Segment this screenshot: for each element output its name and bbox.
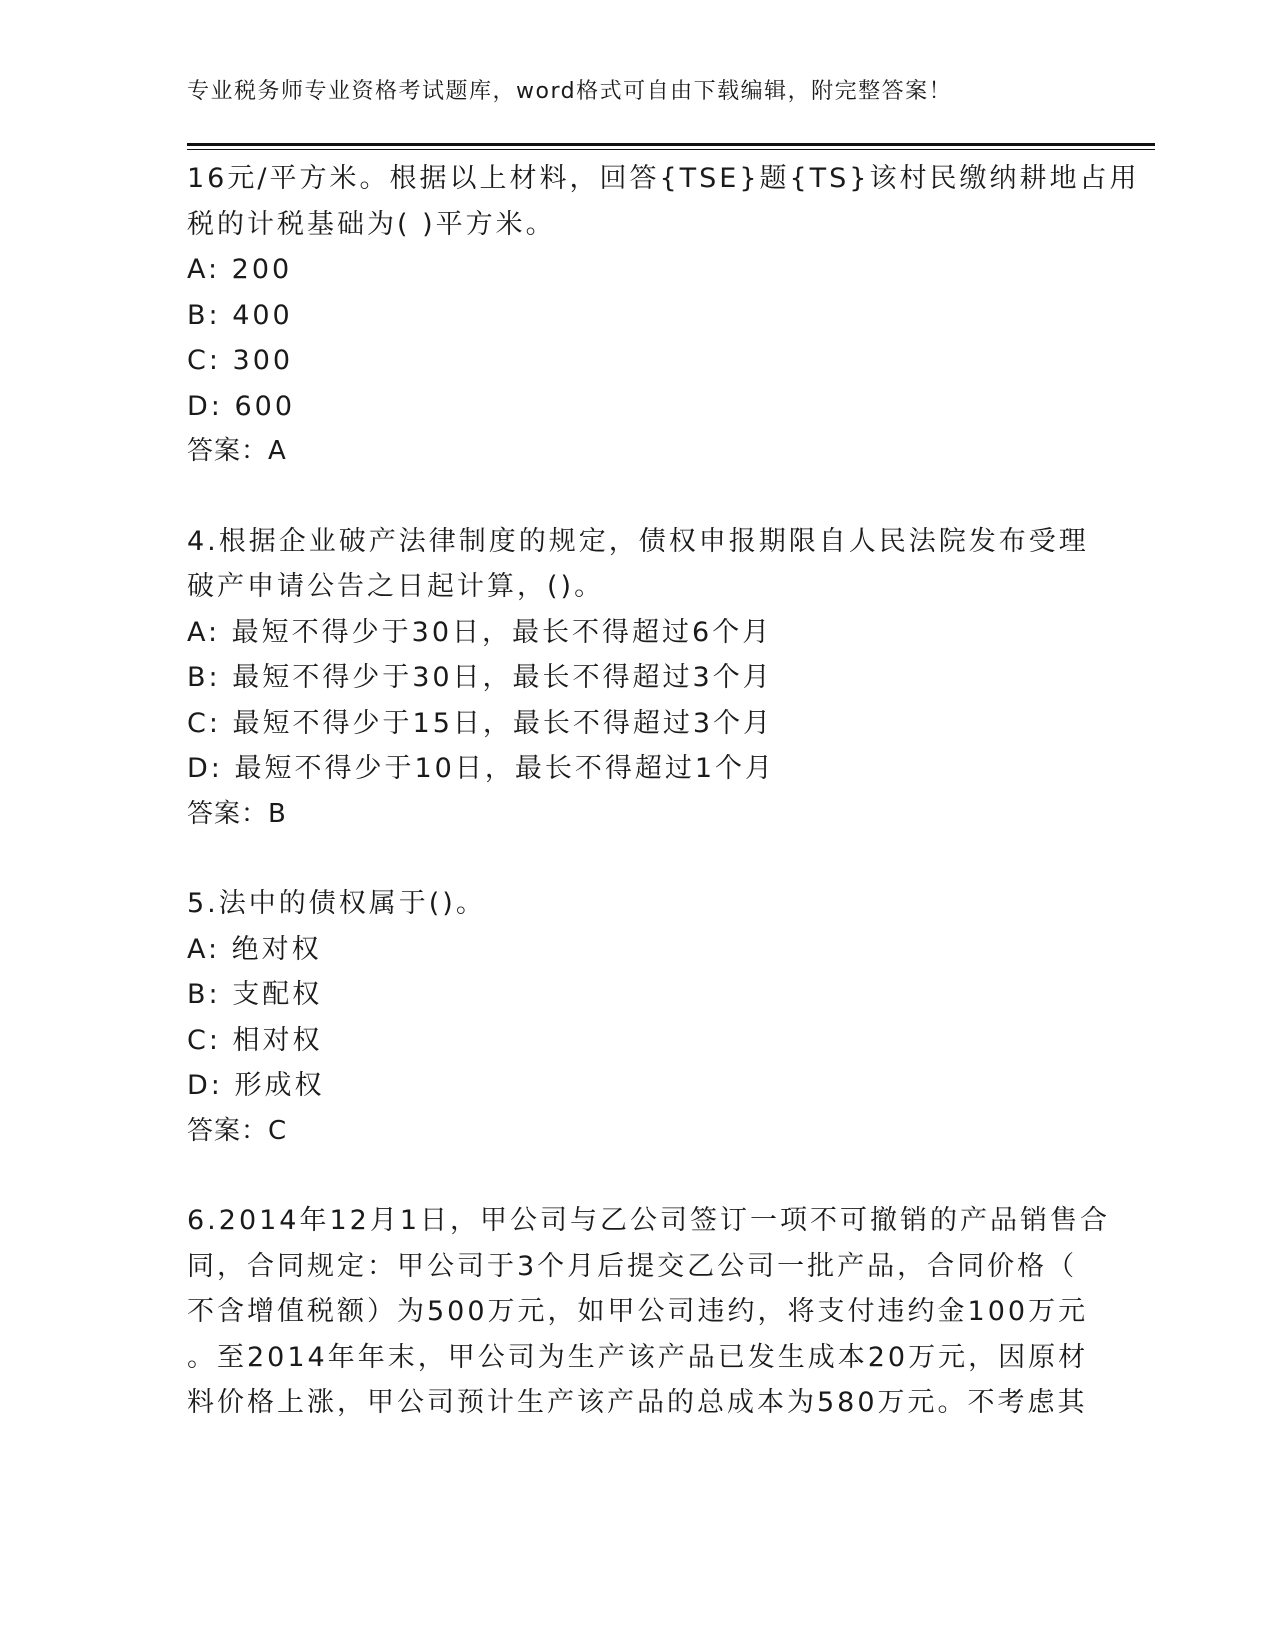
question-stem-line: 不含增值税额）为500万元，如甲公司违约，将支付违约金100万元 [187,1296,1089,1327]
question-stem-line: 5.法中的债权属于()。 [187,888,486,919]
question-6 [187,1198,1111,1426]
question-stem-line: 。至2014年年末，甲公司为生产该产品已发生成本20万元，因原材 [187,1341,1089,1373]
answer-line: 答案：B [187,798,287,829]
header-rule-thin [187,149,1155,150]
question-stem-line: 同，合同规定：甲公司于3个月后提交乙公司一批产品，合同价格（ [187,1250,1078,1282]
question-5 [187,881,1087,1154]
option-b: B: 400 [187,299,293,331]
question-stem-line: 破产申请公告之日起计算，()。 [187,571,605,602]
option-b: B: 最短不得少于30日，最长不得超过3个月 [187,662,773,693]
question-stem-line: 料价格上涨，甲公司预计生产该产品的总成本为580万元。不考虑其 [187,1387,1088,1418]
spacer [187,837,1087,881]
question-3 [187,156,1140,475]
question-stem-line: 16元/平方米。根据以上材料，回答{TSE}题{TS}该村民缴纳耕地占用 [187,163,1140,194]
option-a: A: 最短不得少于30日，最长不得超过6个月 [187,616,773,648]
option-d: D: 形成权 [187,1070,325,1101]
option-a: A: 绝对权 [187,933,322,965]
answer-line: 答案：A [187,436,287,466]
option-a: A: 200 [187,254,293,285]
header-rule-thick [187,143,1155,146]
option-c: C: 最短不得少于15日，最长不得超过3个月 [187,707,774,739]
document-body [187,156,1140,1426]
page-header: 专业税务师专业资格考试题库，word格式可自由下载编辑，附完整答案！ [187,79,953,104]
option-c: C: 相对权 [187,1024,323,1056]
spacer [187,1154,1087,1198]
question-4 [187,519,1087,838]
spacer [187,475,1087,519]
option-d: D: 最短不得少于10日，最长不得超过1个月 [187,753,776,784]
answer-line: 答案：C [187,1115,288,1146]
question-stem-line: 税的计税基础为( )平方米。 [187,208,556,240]
option-c: C: 300 [187,345,294,376]
question-stem-line: 4.根据企业破产法律制度的规定，债权申报期限自人民法院发布受理 [187,525,1089,557]
question-stem-line: 6.2014年12月1日，甲公司与乙公司签订一项不可撤销的产品销售合 [187,1205,1111,1236]
option-d: D: 600 [187,390,296,422]
option-b: B: 支配权 [187,979,323,1010]
